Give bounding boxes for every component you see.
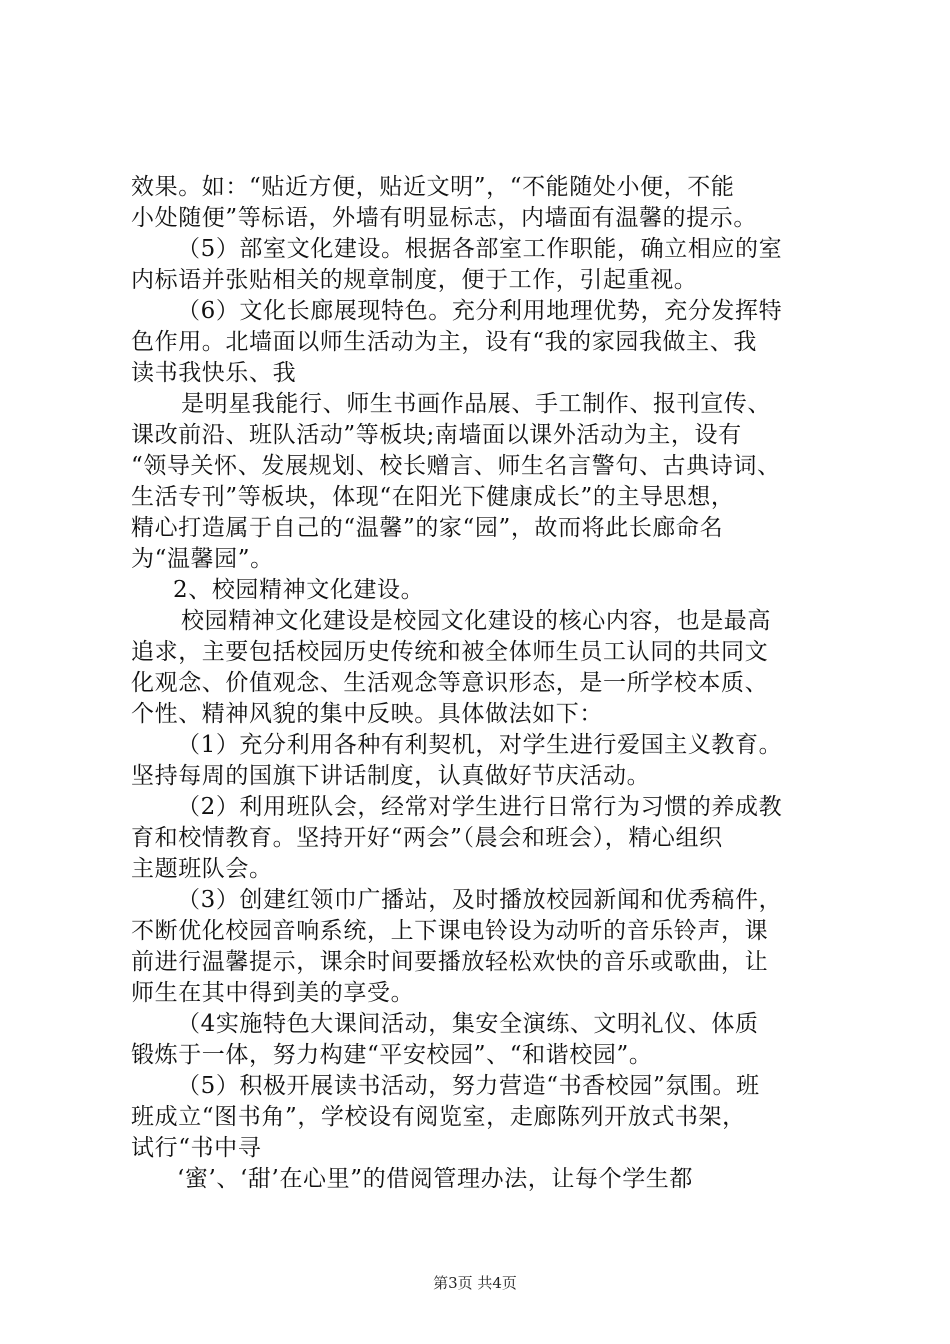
text-line: 生活专刊”等板块，体现“在阳光下健康成长”的主导思想， (131, 484, 735, 510)
text-line: （2）利用班队会，经常对学生进行日常行为习惯的养成教 (177, 794, 783, 820)
text-line: （4实施特色大课间活动，集安全演练、文明礼仪、体质 (177, 1011, 759, 1037)
text-line: 主题班队会。 (131, 856, 273, 882)
text-line: 个性、精神风貌的集中反映。具体做法如下： (131, 701, 603, 727)
text-line: 锻炼于一体，努力构建“平安校园”、“和谐校园”。 (131, 1042, 653, 1068)
text-line: 精心打造属于自己的“温馨”的家“园”，故而将此长廊命名 (131, 515, 724, 541)
text-line: 内标语并张贴相关的规章制度，便于工作，引起重视。 (131, 267, 698, 293)
text-line: 课改前沿、班队活动”等板块;南墙面以课外活动为主，设有 (131, 422, 742, 448)
text-line: “领导关怀、发展规划、校长赠言、师生名言警句、古典诗词、 (131, 453, 781, 479)
text-line: 化观念、价值观念、生活观念等意识形态，是一所学校本质、 (131, 670, 769, 696)
text-line: 试行“书中寻 (131, 1135, 262, 1161)
text-line: 读书我快乐、我 (131, 360, 297, 386)
text-line: 师生在其中得到美的享受。 (131, 980, 415, 1006)
text-line: 小处随便”等标语，外墙有明显标志，内墙面有温馨的提示。 (131, 205, 757, 231)
section-heading: 2、校园精神文化建设。 (173, 577, 425, 603)
document-body (131, 172, 836, 1195)
text-line: 育和校情教育。坚持开好“两会”（晨会和班会），精心组织 (131, 825, 723, 851)
text-line: 不断优化校园音响系统，上下课电铃设为动听的音乐铃声，课 (131, 918, 769, 944)
text-line: 为“温馨园”。 (131, 546, 274, 572)
text-line: 班成立“图书角”，学校设有阅览室，走廊陈列开放式书架， (131, 1104, 746, 1130)
text-line: （1）充分利用各种有利契机，对学生进行爱国主义教育。 (177, 732, 783, 758)
text-line: 追求，主要包括校园历史传统和被全体师生员工认同的共同文 (131, 639, 769, 665)
text-line: （5）部室文化建设。根据各部室工作职能，确立相应的室 (177, 236, 783, 262)
text-line: （6）文化长廊展现特色。充分利用地理优势，充分发挥特 (177, 298, 783, 324)
text-line: 校园精神文化建设是校园文化建设的核心内容，也是最高 (181, 608, 771, 634)
text-line: 坚持每周的国旗下讲话制度，认真做好节庆活动。 (131, 763, 651, 789)
text-line: 前进行温馨提示，课余时间要播放轻松欢快的音乐或歌曲，让 (131, 949, 769, 975)
text-line: 色作用。北墙面以师生活动为主，设有“我的家园我做主、我 (131, 329, 757, 355)
text-line: 是明星我能行、师生书画作品展、手工制作、报刊宣传、 (181, 391, 771, 417)
text-line: （5）积极开展读书活动，努力营造“书香校园”氛围。班 (177, 1073, 760, 1099)
text-line: （3）创建红领巾广播站，及时播放校园新闻和优秀稿件， (177, 887, 783, 913)
text-line: 效果。如：“贴近方便，贴近文明”，“不能随处小便，不能 (131, 174, 735, 200)
page-number-footer: 第3页 共4页 (433, 1274, 517, 1292)
text-line: ‘蜜’、‘甜’在心里”的借阅管理办法，让每个学生都 (177, 1166, 694, 1192)
